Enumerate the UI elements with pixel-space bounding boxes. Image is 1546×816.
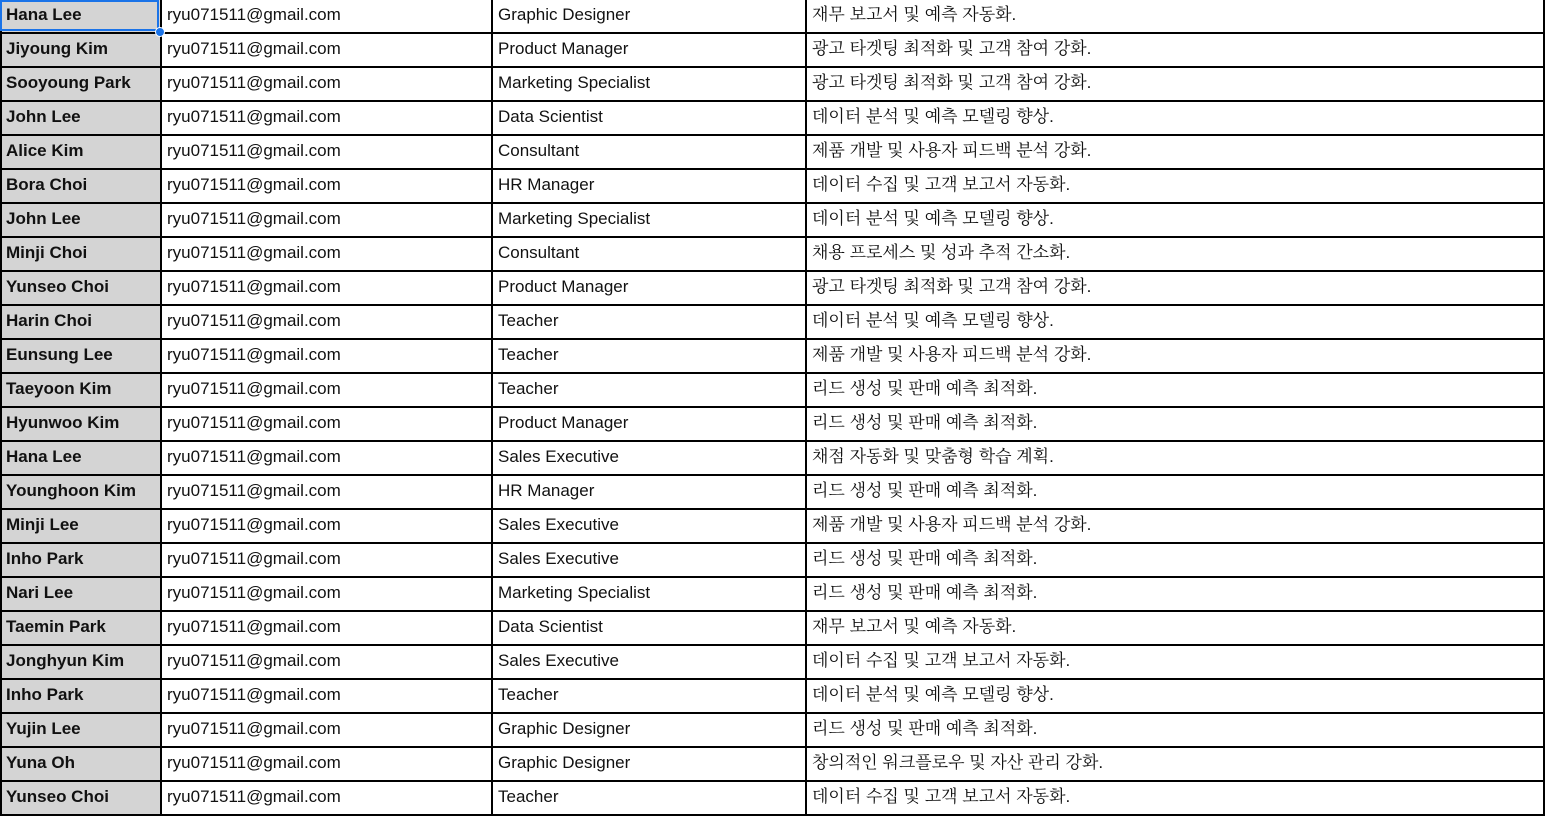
name-cell[interactable]: Yunseo Choi	[2, 782, 162, 816]
email-cell[interactable]: ryu071511@gmail.com	[162, 170, 493, 204]
role-cell[interactable]: Teacher	[493, 306, 807, 340]
description-cell[interactable]: 제품 개발 및 사용자 피드백 분석 강화.	[807, 340, 1545, 374]
email-cell[interactable]: ryu071511@gmail.com	[162, 612, 493, 646]
description-cell[interactable]: 데이터 분석 및 예측 모델링 향상.	[807, 204, 1545, 238]
role-cell[interactable]: Sales Executive	[493, 510, 807, 544]
fill-handle[interactable]	[155, 27, 165, 37]
name-cell[interactable]: Minji Choi	[2, 238, 162, 272]
role-cell[interactable]: Graphic Designer	[493, 0, 807, 34]
table-row	[2, 544, 1545, 578]
description-cell[interactable]: 채용 프로세스 및 성과 추적 간소화.	[807, 238, 1545, 272]
table-row	[2, 306, 1545, 340]
table-row	[2, 34, 1545, 68]
description-cell[interactable]: 리드 생성 및 판매 예측 최적화.	[807, 714, 1545, 748]
name-cell[interactable]: Hana Lee	[2, 0, 162, 34]
role-cell[interactable]: Teacher	[493, 680, 807, 714]
description-cell[interactable]: 리드 생성 및 판매 예측 최적화.	[807, 408, 1545, 442]
name-cell[interactable]: Yuna Oh	[2, 748, 162, 782]
role-cell[interactable]: Graphic Designer	[493, 748, 807, 782]
role-cell[interactable]: Marketing Specialist	[493, 204, 807, 238]
description-cell[interactable]: 데이터 분석 및 예측 모델링 향상.	[807, 306, 1545, 340]
role-cell[interactable]: Marketing Specialist	[493, 578, 807, 612]
role-cell[interactable]: Consultant	[493, 136, 807, 170]
table-row	[2, 408, 1545, 442]
name-cell[interactable]: John Lee	[2, 204, 162, 238]
description-cell[interactable]: 제품 개발 및 사용자 피드백 분석 강화.	[807, 510, 1545, 544]
table-row	[2, 510, 1545, 544]
email-cell[interactable]: ryu071511@gmail.com	[162, 442, 493, 476]
name-cell[interactable]: Hana Lee	[2, 442, 162, 476]
table-row	[2, 442, 1545, 476]
name-cell[interactable]: Harin Choi	[2, 306, 162, 340]
email-cell[interactable]: ryu071511@gmail.com	[162, 680, 493, 714]
description-cell[interactable]: 리드 생성 및 판매 예측 최적화.	[807, 476, 1545, 510]
description-cell[interactable]: 데이터 수집 및 고객 보고서 자동화.	[807, 646, 1545, 680]
email-cell[interactable]: ryu071511@gmail.com	[162, 714, 493, 748]
name-cell[interactable]: Inho Park	[2, 544, 162, 578]
description-cell[interactable]: 데이터 수집 및 고객 보고서 자동화.	[807, 782, 1545, 816]
role-cell[interactable]: Product Manager	[493, 272, 807, 306]
table-row	[2, 136, 1545, 170]
role-cell[interactable]: Marketing Specialist	[493, 68, 807, 102]
email-cell[interactable]: ryu071511@gmail.com	[162, 340, 493, 374]
name-cell[interactable]: Inho Park	[2, 680, 162, 714]
email-cell[interactable]: ryu071511@gmail.com	[162, 68, 493, 102]
email-cell[interactable]: ryu071511@gmail.com	[162, 306, 493, 340]
table-row	[2, 238, 1545, 272]
email-cell[interactable]: ryu071511@gmail.com	[162, 782, 493, 816]
table-row	[2, 102, 1545, 136]
email-cell[interactable]: ryu071511@gmail.com	[162, 238, 493, 272]
description-cell[interactable]: 채점 자동화 및 맞춤형 학습 계획.	[807, 442, 1545, 476]
table-row	[2, 714, 1545, 748]
email-cell[interactable]: ryu071511@gmail.com	[162, 0, 493, 34]
role-cell[interactable]: Teacher	[493, 374, 807, 408]
name-cell[interactable]: Yujin Lee	[2, 714, 162, 748]
table-row	[2, 204, 1545, 238]
role-cell[interactable]: Graphic Designer	[493, 714, 807, 748]
table-row	[2, 476, 1545, 510]
table-row	[2, 680, 1545, 714]
description-cell[interactable]: 창의적인 워크플로우 및 자산 관리 강화.	[807, 748, 1545, 782]
table-row	[2, 170, 1545, 204]
email-cell[interactable]: ryu071511@gmail.com	[162, 748, 493, 782]
description-cell[interactable]: 리드 생성 및 판매 예측 최적화.	[807, 544, 1545, 578]
role-cell[interactable]: HR Manager	[493, 476, 807, 510]
role-cell[interactable]: Product Manager	[493, 34, 807, 68]
description-cell[interactable]: 재무 보고서 및 예측 자동화.	[807, 0, 1545, 34]
table-row	[2, 374, 1545, 408]
table-row	[2, 612, 1545, 646]
name-cell[interactable]: Jonghyun Kim	[2, 646, 162, 680]
name-cell[interactable]: Jiyoung Kim	[2, 34, 162, 68]
role-cell[interactable]: HR Manager	[493, 170, 807, 204]
name-cell[interactable]: Bora Choi	[2, 170, 162, 204]
description-cell[interactable]: 리드 생성 및 판매 예측 최적화.	[807, 578, 1545, 612]
role-cell[interactable]: Data Scientist	[493, 612, 807, 646]
role-cell[interactable]: Sales Executive	[493, 544, 807, 578]
table-row	[2, 0, 1545, 34]
name-cell[interactable]: John Lee	[2, 102, 162, 136]
table-row	[2, 340, 1545, 374]
email-cell[interactable]: ryu071511@gmail.com	[162, 510, 493, 544]
email-cell[interactable]: ryu071511@gmail.com	[162, 408, 493, 442]
name-cell[interactable]: Alice Kim	[2, 136, 162, 170]
name-cell[interactable]: Sooyoung Park	[2, 68, 162, 102]
role-cell[interactable]: Product Manager	[493, 408, 807, 442]
email-cell[interactable]: ryu071511@gmail.com	[162, 544, 493, 578]
email-cell[interactable]: ryu071511@gmail.com	[162, 204, 493, 238]
name-cell[interactable]: Eunsung Lee	[2, 340, 162, 374]
role-cell[interactable]: Data Scientist	[493, 102, 807, 136]
email-cell[interactable]: ryu071511@gmail.com	[162, 374, 493, 408]
role-cell[interactable]: Sales Executive	[493, 442, 807, 476]
email-cell[interactable]: ryu071511@gmail.com	[162, 646, 493, 680]
name-cell[interactable]: Minji Lee	[2, 510, 162, 544]
description-cell[interactable]: 데이터 분석 및 예측 모델링 향상.	[807, 102, 1545, 136]
email-cell[interactable]: ryu071511@gmail.com	[162, 578, 493, 612]
table-row	[2, 68, 1545, 102]
name-cell[interactable]: Hyunwoo Kim	[2, 408, 162, 442]
description-cell[interactable]: 데이터 분석 및 예측 모델링 향상.	[807, 680, 1545, 714]
table-row	[2, 782, 1545, 816]
role-cell[interactable]: Teacher	[493, 340, 807, 374]
name-cell[interactable]: Taemin Park	[2, 612, 162, 646]
email-cell[interactable]: ryu071511@gmail.com	[162, 476, 493, 510]
email-cell[interactable]: ryu071511@gmail.com	[162, 136, 493, 170]
table-row	[2, 748, 1545, 782]
description-cell[interactable]: 재무 보고서 및 예측 자동화.	[807, 612, 1545, 646]
table-row	[2, 646, 1545, 680]
description-cell[interactable]: 광고 타겟팅 최적화 및 고객 참여 강화.	[807, 272, 1545, 306]
description-cell[interactable]: 광고 타겟팅 최적화 및 고객 참여 강화.	[807, 34, 1545, 68]
name-cell[interactable]: Taeyoon Kim	[2, 374, 162, 408]
email-cell[interactable]: ryu071511@gmail.com	[162, 272, 493, 306]
email-cell[interactable]: ryu071511@gmail.com	[162, 102, 493, 136]
description-cell[interactable]: 데이터 수집 및 고객 보고서 자동화.	[807, 170, 1545, 204]
email-cell[interactable]: ryu071511@gmail.com	[162, 34, 493, 68]
table-row	[2, 578, 1545, 612]
name-cell[interactable]: Nari Lee	[2, 578, 162, 612]
description-cell[interactable]: 리드 생성 및 판매 예측 최적화.	[807, 374, 1545, 408]
role-cell[interactable]: Consultant	[493, 238, 807, 272]
table-row	[2, 272, 1545, 306]
name-cell[interactable]: Younghoon Kim	[2, 476, 162, 510]
description-cell[interactable]: 제품 개발 및 사용자 피드백 분석 강화.	[807, 136, 1545, 170]
name-cell[interactable]: Yunseo Choi	[2, 272, 162, 306]
role-cell[interactable]: Sales Executive	[493, 646, 807, 680]
description-cell[interactable]: 광고 타겟팅 최적화 및 고객 참여 강화.	[807, 68, 1545, 102]
role-cell[interactable]: Teacher	[493, 782, 807, 816]
